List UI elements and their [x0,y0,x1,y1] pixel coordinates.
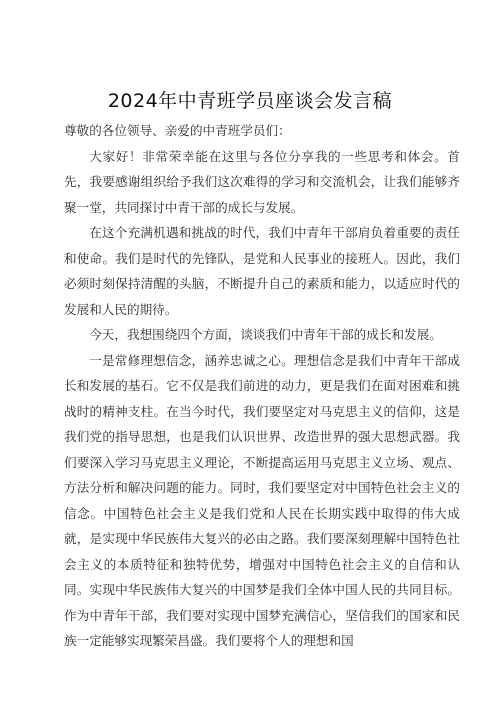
document-title: 2024年中青班学员座谈会发言稿 [107,90,393,112]
paragraph-ideals: 一是常修理想信念，涵养忠诚之心。理想信念是我们中青年干部成长和发展的基石。它不仅是我们前进的动力，更是我们在面对困难和挑战时的精神支柱。在当今时代，我们要坚定对马克思主义的信仰，这是我们党的指导思想，也是我们认识世界、改造世界的强大思想武器。我们要深入学习马克思主义理论，不断提高运用马克思主义立场、观点、方法分析和解决问题的能力。同时，我们要坚定对中国特色社会主义的信念。中国特色社会主义是我们党和人民在长期实践中取得的伟大成就，是实现中华民族伟大复兴的必由之路。我们要深刻理解中国特色社会主义的本质特征和独特优势，增强对中国特色社会主义的自信和认同。实现中华民族伟大复兴的中国梦是我们全体中国人民的共同目标。作为中青年干部，我们要对实现中国梦充满信心，坚信我们的国家和民族一定能够实现繁荣昌盛。我们要将个人的理想和国 [64,352,460,648]
paragraph-responsibility: 在这个充满机遇和挑战的时代，我们中青年干部肩负着重要的责任和使命。我们是时代的先锋队，是党和人民事业的接班人。因此，我们必须时刻保持清醒的头脑，不断提升自己的素质和能力，以适应时代的发展和人民的期待。 [64,225,460,317]
paragraph-topic-intro: 今天，我想围绕四个方面，谈谈我们中青年干部的成长和发展。 [89,327,442,342]
salutation: 尊敬的各位领导、亲爱的中青班学员们： [64,123,291,138]
document-body [64,118,460,654]
paragraph-greeting: 大家好！非常荣幸能在这里与各位分享我的一些思考和体会。首先，我要感谢组织给予我们这次难得的学习和交流机会，让我们能够齐聚一堂，共同探讨中青干部的成长与发展。 [64,148,460,215]
